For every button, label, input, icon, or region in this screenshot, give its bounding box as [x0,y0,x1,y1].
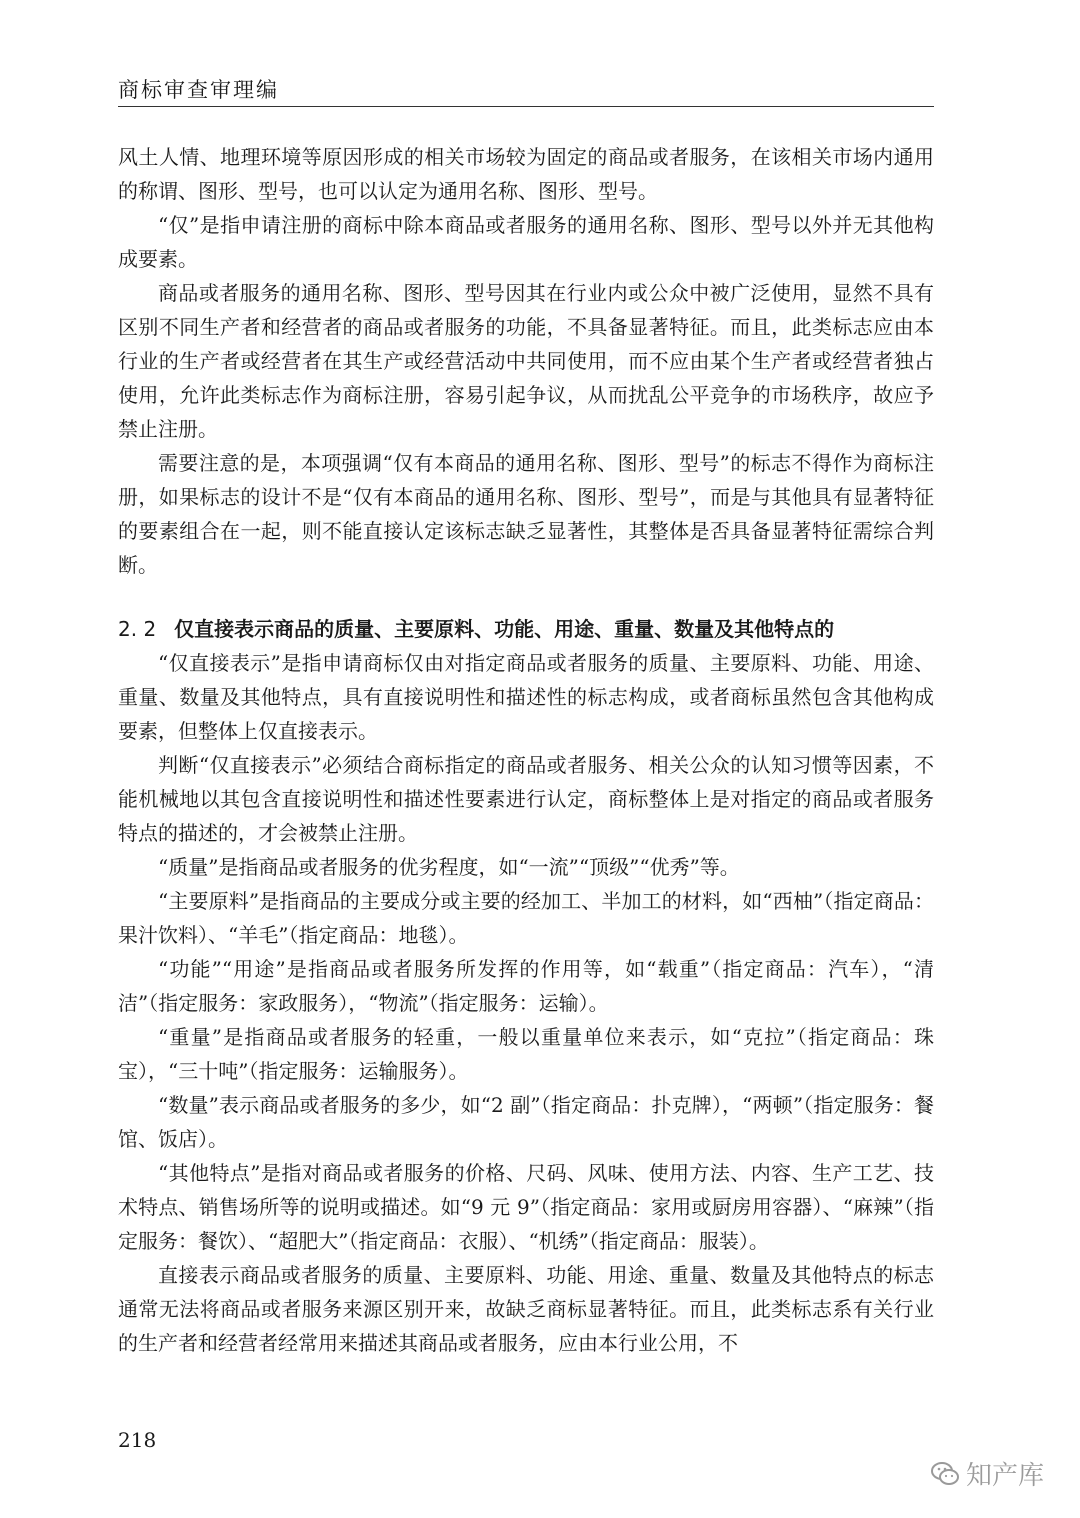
body-paragraph: 直接表示商品或者服务的质量、主要原料、功能、用途、重量、数量及其他特点的标志通常无法将商品或者服务来源区别开来，故缺乏商标显著特征。而且，此类标志系有关行业的生产者和经营者经常用来描述其商品或者服务，应由本行业公用，不 [118,1263,934,1355]
section-number: 2. 2 [118,617,157,641]
running-header-title: 商标审查审理编 [118,78,279,102]
body-paragraph: 需要注意的是，本项强调“仅有本商品的通用名称、图形、型号”的标志不得作为商标注册，如果标志的设计不是“仅有本商品的通用名称、图形、型号”，而是与其他具有显著特征的要素组合在一起，则不能直接认定该标志缺乏显著性，其整体是否具备显著特征需综合判断。 [118,451,934,577]
body-paragraph: “其他特点”是指对商品或者服务的价格、尺码、风味、使用方法、内容、生产工艺、技术特点、销售场所等的说明或描述。如“9 元 9”（指定商品：家用或厨房用容器）、“麻辣”（指定服务：餐饮）、“超肥大”（指定商品：衣服）、“机绣”（指定商品：服装）。 [118,1161,934,1253]
body-paragraph: “数量”表示商品或者服务的多少，如“2 副”（指定商品：扑克牌），“两顿”（指定服务：餐馆、饭店）。 [118,1093,934,1151]
page-number: 218 [118,1428,157,1452]
section-title-text: 仅直接表示商品的质量、主要原料、功能、用途、重量、数量及其他特点的 [174,617,835,641]
watermark [930,1455,1044,1492]
body-paragraph: “重量”是指商品或者服务的轻重，一般以重量单位来表示，如“克拉”（指定商品：珠宝），“三十吨”（指定服务：运输服务）。 [118,1025,934,1083]
section-heading [118,612,934,646]
body-paragraph: “功能”“用途”是指商品或者服务所发挥的作用等，如“载重”（指定商品：汽车），“清洁”（指定服务：家政服务），“物流”（指定服务：运输）。 [118,957,934,1015]
body-paragraph: “仅直接表示”是指申请商标仅由对指定商品或者服务的质量、主要原料、功能、用途、重量、数量及其他特点，具有直接说明性和描述性的标志构成，或者商标虽然包含其他构成要素，但整体上仅直接表示。 [118,651,934,743]
body-paragraph: “仅”是指申请注册的商标中除本商品或者服务的通用名称、图形、型号以外并无其他构成要素。 [118,213,934,271]
watermark-text: 知产库 [966,1461,1045,1491]
page-header [118,70,934,107]
wechat-icon [930,1460,960,1488]
body-paragraph: “质量”是指商品或者服务的优劣程度，如“一流”“顶级”“优秀”等。 [158,855,740,879]
page-body [118,140,934,1360]
body-paragraph: “主要原料”是指商品的主要成分或主要的经加工、半加工的材料，如“西柚”（指定商品：果汁饮料）、“羊毛”（指定商品：地毯）。 [118,889,934,947]
body-paragraph: 商品或者服务的通用名称、图形、型号因其在行业内或公众中被广泛使用，显然不具有区别不同生产者和经营者的商品或者服务的功能，不具备显著特征。而且，此类标志应由本行业的生产者或经营者在其生产或经营活动中共同使用，而不应由某个生产者或经营者独占使用，允许此类标志作为商标注册，容易引起争议，从而扰乱公平竞争的市场秩序，故应予禁止注册。 [118,281,934,441]
body-paragraph: 风土人情、地理环境等原因形成的相关市场较为固定的商品或者服务，在该相关市场内通用的称谓、图形、型号，也可以认定为通用名称、图形、型号。 [118,145,934,203]
body-paragraph: 判断“仅直接表示”必须结合商标指定的商品或者服务、相关公众的认知习惯等因素，不能机械地以其包含直接说明性和描述性要素进行认定，商标整体上是对指定的商品或者服务特点的描述的，才会被禁止注册。 [118,753,934,845]
